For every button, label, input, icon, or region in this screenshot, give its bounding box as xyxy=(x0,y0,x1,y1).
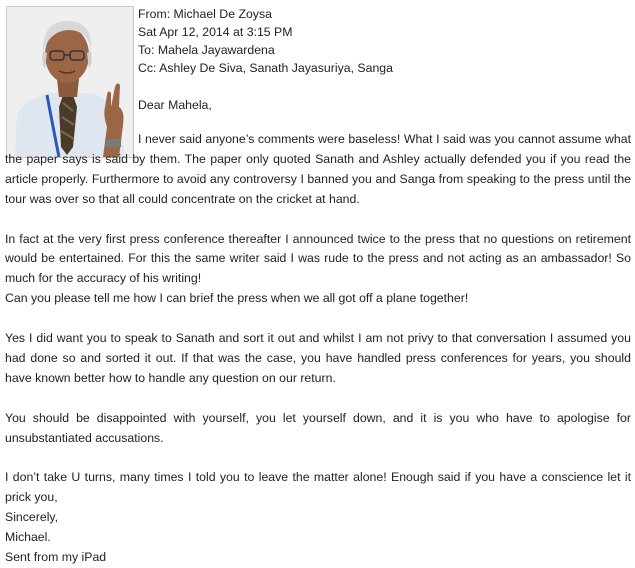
paragraph: I never said anyone’s comments were baseless! What I said was you cannot assume what the paper says is said by them. The paper only quoted Sanath and Ashley actually defended you if you read the article properly. Furthermore to avoid any controversy I banned you and Sanga from speaking to the press until the tour was over so that all could concentrate on the cricket at hand. xyxy=(5,132,631,206)
paragraph: Can you please tell me how I can brief the press when we all got off a plane together! xyxy=(5,291,469,306)
footer-sent-from: Sent from my iPad xyxy=(5,549,107,564)
date-line: Sat Apr 12, 2014 at 3:15 PM xyxy=(138,25,293,39)
cc-line: Cc: Ashley De Siva, Sanath Jayasuriya, Sanga xyxy=(138,61,393,75)
signature: Michael. xyxy=(5,530,51,545)
closing: Sincerely, xyxy=(5,510,59,525)
email-header xyxy=(138,5,393,77)
paragraph: Yes I did want you to speak to Sanath and sort it out and whilst I am not privy to that conversation I assumed you had done so and sorted it out. If that was the case, you have handled press conferences for years, you should have known better how to handle any question on our return. xyxy=(5,331,631,385)
to-line: To: Mahela Jayawardena xyxy=(138,43,275,57)
email-body xyxy=(5,130,631,568)
greeting: Dear Mahela, xyxy=(138,98,212,112)
paragraph: I don’t take U turns, many times I told you to leave the matter alone! Enough said if you have a conscience let it prick you, xyxy=(5,470,631,505)
paragraph: You should be disappointed with yourself, you let yourself down, and it is you who have to apologise for unsubstantiated accusations. xyxy=(5,410,631,445)
from-line: From: Michael De Zoysa xyxy=(138,7,272,21)
paragraph: In fact at the very first press conference thereafter I announced twice to the press that no questions on retirement would be entertained. For this the same writer said I was rude to the press and not acting as an ambassador! So much for the accuracy of his writing! xyxy=(5,231,631,286)
